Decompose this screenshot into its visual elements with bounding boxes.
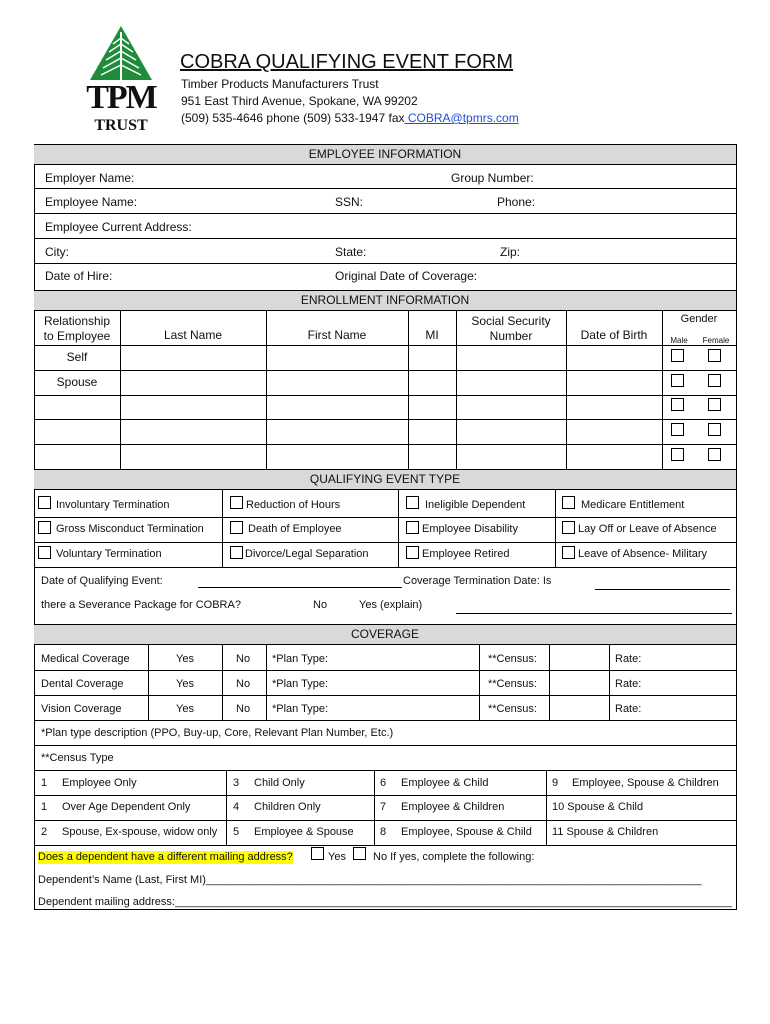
self-female-checkbox[interactable]: [708, 349, 721, 362]
vision-coverage-label: Vision Coverage: [41, 703, 122, 715]
form-title: COBRA QUALIFYING EVENT FORM: [180, 51, 514, 73]
layoff-leave-label: Lay Off or Leave of Absence: [578, 523, 717, 535]
enrollment-info-header: ENROLLMENT INFORMATION: [34, 290, 736, 311]
census-3-num: 3: [233, 777, 240, 789]
gross-misconduct-checkbox[interactable]: [38, 521, 51, 534]
original-coverage-label: Original Date of Coverage:: [335, 269, 478, 283]
census-5-text: Employee & Spouse: [254, 826, 354, 838]
current-address-label: Employee Current Address:: [45, 220, 192, 234]
severance-yes-explain: Yes (explain): [359, 599, 423, 611]
dental-yes[interactable]: Yes: [176, 678, 194, 690]
census-2-num: 2: [41, 826, 48, 838]
employee-retired-checkbox[interactable]: [406, 546, 419, 559]
census-3-text: Child Only: [254, 777, 305, 789]
reduction-hours-checkbox[interactable]: [230, 496, 243, 509]
dependent-name-line[interactable]: _________________________________________________________________________________: [205, 874, 702, 886]
census-7-text: Employee & Children: [401, 801, 505, 813]
org-address: 951 East Third Avenue, Spokane, WA 99202: [181, 94, 418, 108]
employee-name-label: Employee Name:: [45, 195, 138, 209]
row-self-label: Self: [66, 350, 88, 364]
date-qualifying-event-line[interactable]: [198, 587, 402, 588]
dependent-name-label: Dependent’s Name (Last, First MI)_________________________________________________________________________________: [38, 874, 702, 886]
employer-name-label: Employer Name:: [45, 171, 135, 185]
reduction-hours-label: Reduction of Hours: [246, 499, 341, 511]
dep3-female-checkbox[interactable]: [708, 448, 721, 461]
phone-label: Phone:: [497, 195, 536, 209]
group-number-label: Group Number:: [451, 171, 534, 185]
census-1b-text: Over Age Dependent Only: [62, 801, 191, 813]
dental-no[interactable]: No: [236, 678, 251, 690]
voluntary-termination-label: Voluntary Termination: [56, 548, 162, 560]
vision-rate: Rate:: [615, 703, 642, 715]
medical-yes[interactable]: Yes: [176, 653, 194, 665]
census-10-text: 10 Spouse & Child: [552, 801, 644, 813]
census-type-title: **Census Type: [41, 752, 114, 764]
dental-census: **Census:: [488, 678, 537, 690]
ssn-label: SSN:: [335, 195, 364, 209]
city-label: City:: [45, 245, 69, 259]
email-link[interactable]: COBRA@tpmrs.com: [404, 111, 519, 125]
death-employee-label: Death of Employee: [248, 523, 342, 535]
logo-text-tpm: TPM: [86, 79, 156, 116]
involuntary-termination-label: Involuntary Termination: [56, 499, 170, 511]
divorce-separation-checkbox[interactable]: [230, 546, 243, 559]
coverage-termination-label: Coverage Termination Date: Is: [403, 575, 552, 587]
dependent-mailing-line[interactable]: ___________________________________________________________________________________________: [174, 896, 732, 908]
coverage-header: COVERAGE: [34, 624, 736, 645]
col-dob: Date of Birth: [580, 328, 648, 342]
medical-coverage-label: Medical Coverage: [41, 653, 130, 665]
dependent-yes-label: Yes: [328, 851, 346, 863]
census-1a-text: Employee Only: [62, 777, 137, 789]
census-11-text: 11 Spouse & Children: [552, 826, 659, 838]
census-8-text: Employee, Spouse & Child: [401, 826, 532, 838]
coverage-termination-line[interactable]: [595, 589, 730, 590]
severance-no: No: [313, 599, 328, 611]
spouse-female-checkbox[interactable]: [708, 374, 721, 387]
ineligible-dependent-checkbox[interactable]: [406, 496, 419, 509]
medicare-entitlement-label: Medicare Entitlement: [581, 499, 685, 511]
census-6-num: 6: [380, 777, 387, 789]
death-employee-checkbox[interactable]: [230, 521, 243, 534]
dep2-female-checkbox[interactable]: [708, 423, 721, 436]
dependent-mailing-label: Dependent mailing address:___________________________________________________________________________________________: [38, 896, 732, 908]
divorce-separation-label: Divorce/Legal Separation: [245, 548, 369, 560]
org-contact: [181, 111, 519, 125]
ineligible-dependent-label: Ineligible Dependent: [425, 499, 526, 511]
col-relationship: Relationship to Employee: [43, 314, 111, 343]
tree-logo-icon: [88, 24, 154, 84]
dependent-yes-checkbox[interactable]: [311, 847, 324, 860]
census-4-num: 4: [233, 801, 240, 813]
medical-rate: Rate:: [615, 653, 642, 665]
col-mi: MI: [425, 328, 439, 342]
state-label: State:: [335, 245, 367, 259]
employee-disability-checkbox[interactable]: [406, 521, 419, 534]
self-male-checkbox[interactable]: [671, 349, 684, 362]
severance-explain-line[interactable]: [456, 613, 732, 614]
medical-census: **Census:: [488, 653, 537, 665]
vision-no[interactable]: No: [236, 703, 251, 715]
medical-plan-type: *Plan Type:: [272, 653, 329, 665]
census-7-num: 7: [380, 801, 387, 813]
employee-disability-label: Employee Disability: [422, 523, 518, 535]
dental-plan-type: *Plan Type:: [272, 678, 329, 690]
medical-no[interactable]: No: [236, 653, 251, 665]
col-first-name: First Name: [307, 328, 367, 342]
vision-census: **Census:: [488, 703, 537, 715]
employee-info-header: EMPLOYEE INFORMATION: [34, 144, 736, 165]
census-8-num: 8: [380, 826, 387, 838]
dep1-male-checkbox[interactable]: [671, 398, 684, 411]
col-female: Female: [702, 336, 730, 345]
vision-yes[interactable]: Yes: [176, 703, 194, 715]
dep1-female-checkbox[interactable]: [708, 398, 721, 411]
leave-military-checkbox[interactable]: [562, 546, 575, 559]
dependent-no-checkbox[interactable]: [353, 847, 366, 860]
date-of-hire-label: Date of Hire:: [45, 269, 113, 283]
col-last-name: Last Name: [163, 328, 223, 342]
dental-rate: Rate:: [615, 678, 642, 690]
dental-coverage-label: Dental Coverage: [41, 678, 124, 690]
census-9-text: Employee, Spouse & Children: [572, 777, 719, 789]
col-male: Male: [670, 336, 688, 345]
medicare-entitlement-checkbox[interactable]: [562, 496, 575, 509]
col-ssn: Social Security Number: [471, 314, 551, 343]
census-9-num: 9: [552, 777, 559, 789]
row-spouse-label: Spouse: [56, 375, 98, 389]
dep2-male-checkbox[interactable]: [671, 423, 684, 436]
severance-question: there a Severance Package for COBRA?: [41, 599, 241, 611]
dependent-address-question: Does a dependent have a different mailing address?: [38, 851, 293, 863]
dependent-no-label: No If yes, complete the following:: [373, 851, 535, 863]
census-1b-num: 1: [41, 801, 48, 813]
logo-text-trust: TRUST: [94, 117, 148, 134]
involuntary-termination-checkbox[interactable]: [38, 496, 51, 509]
org-name: Timber Products Manufacturers Trust: [181, 77, 379, 91]
census-6-text: Employee & Child: [401, 777, 489, 789]
plan-type-note: *Plan type description (PPO, Buy-up, Core, Relevant Plan Number, Etc.): [41, 727, 394, 739]
census-5-num: 5: [233, 826, 240, 838]
layoff-leave-checkbox[interactable]: [562, 521, 575, 534]
leave-military-label: Leave of Absence- Military: [578, 548, 708, 560]
voluntary-termination-checkbox[interactable]: [38, 546, 51, 559]
qualifying-event-header: QUALIFYING EVENT TYPE: [34, 469, 736, 490]
date-qualifying-event-label: Date of Qualifying Event:: [41, 575, 163, 587]
census-1a-num: 1: [41, 777, 48, 789]
zip-label: Zip:: [500, 245, 521, 259]
census-2-text: Spouse, Ex-spouse, widow only: [62, 826, 218, 838]
dep3-male-checkbox[interactable]: [671, 448, 684, 461]
col-gender: Gender: [680, 313, 718, 325]
phone-fax-text: (509) 535-4646 phone (509) 533-1947 fax: [181, 111, 405, 125]
vision-plan-type: *Plan Type:: [272, 703, 329, 715]
employee-retired-label: Employee Retired: [422, 548, 510, 560]
spouse-male-checkbox[interactable]: [671, 374, 684, 387]
gross-misconduct-label: Gross Misconduct Termination: [56, 523, 204, 535]
census-4-text: Children Only: [254, 801, 321, 813]
